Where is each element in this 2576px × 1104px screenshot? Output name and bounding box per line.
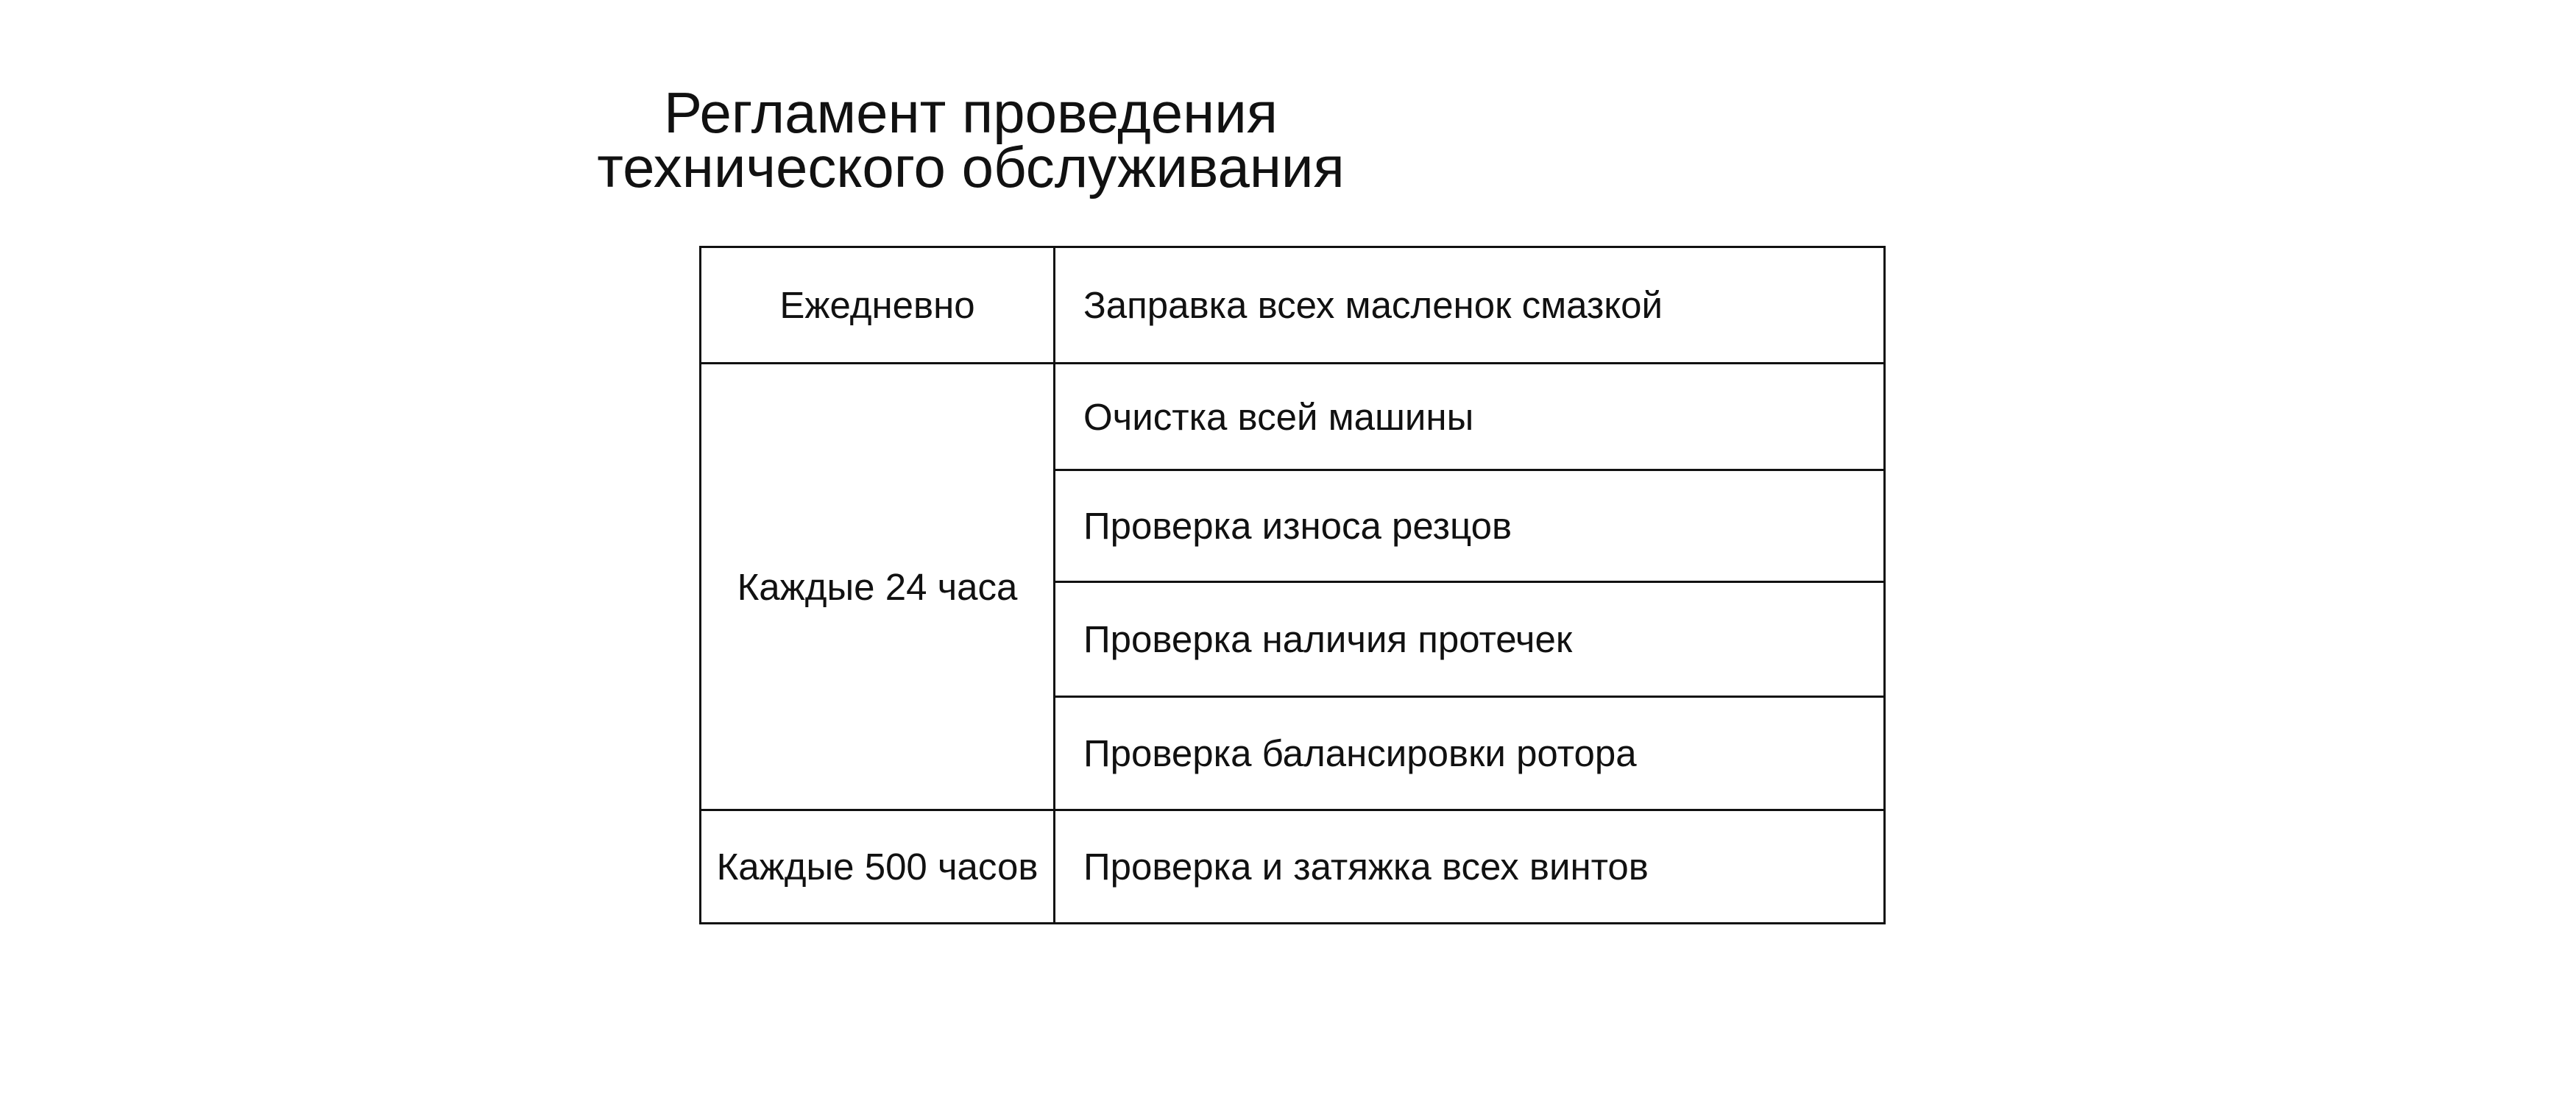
title-line-1: Регламент проведения [663,80,1278,145]
table-row [701,364,1885,470]
task-cell: Очистка всей машины [1055,364,1885,470]
task-cell: Проверка и затяжка всех винтов [1055,810,1885,924]
period-cell-24h: Каждые 24 часа [701,364,1055,810]
period-cell-daily: Ежедневно [701,247,1055,364]
period-cell-500h: Каждые 500 часов [701,810,1055,924]
title-line-2: технического обслуживания [597,135,1345,199]
maintenance-schedule-table [699,246,1886,924]
document-title [0,80,1942,199]
task-cell: Заправка всех масленок смазкой [1055,247,1885,364]
table-row [701,247,1885,364]
task-cell: Проверка наличия протечек [1055,582,1885,697]
table-row [701,810,1885,924]
task-cell: Проверка износа резцов [1055,470,1885,582]
task-cell: Проверка балансировки ротора [1055,697,1885,810]
